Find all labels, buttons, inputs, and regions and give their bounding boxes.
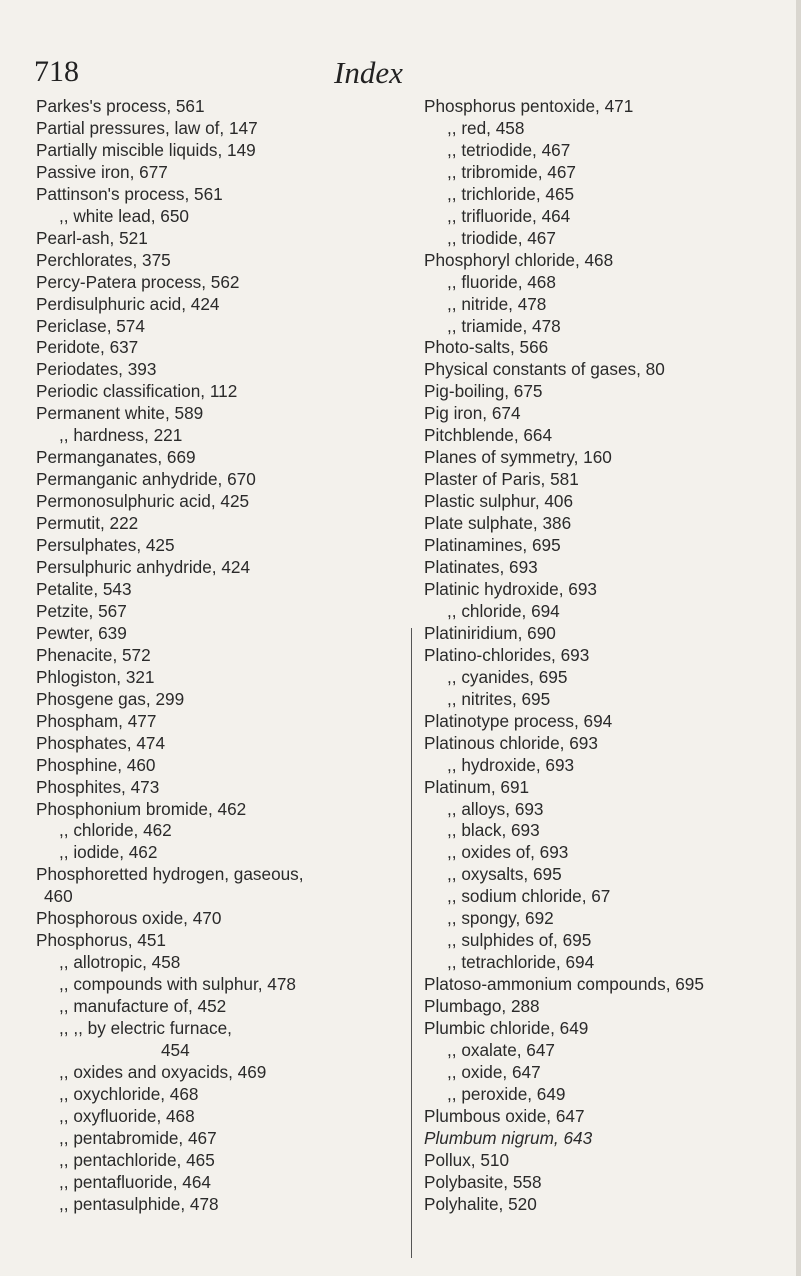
index-entry: Phosphoretted hydrogen, gaseous,: [36, 864, 304, 885]
index-entry: Platiniridium, 690: [424, 622, 556, 643]
index-entry: Phosphorus pentoxide, 471: [424, 96, 634, 116]
index-subentry: ,, hardness, 221: [59, 425, 183, 446]
index-entry: Photo-salts, 566: [424, 337, 549, 358]
page-number: 718: [34, 55, 79, 88]
index-entry: Pewter, 639: [36, 622, 127, 643]
index-entry: Partial pressures, law of, 147: [36, 117, 258, 138]
index-column-right: [424, 96, 796, 1216]
index-subentry: 454: [161, 1039, 190, 1060]
index-entry: Platinamines, 695: [424, 535, 561, 556]
index-subentry: ,, ,, by electric furnace,: [59, 1018, 232, 1039]
index-subentry: ,, pentasulphide, 478: [59, 1193, 219, 1214]
index-entry: Permanganic anhydride, 670: [36, 469, 256, 490]
index-entry: Pitchblende, 664: [424, 425, 553, 446]
index-subentry: ,, tribromide, 467: [447, 161, 576, 182]
index-entry: Pearl-ash, 521: [36, 227, 148, 248]
index-subentry: ,, black, 693: [447, 820, 540, 841]
running-head-title: Index: [334, 55, 403, 90]
index-entry: Phosphoryl chloride, 468: [424, 249, 614, 270]
index-entry: Phlogiston, 321: [36, 666, 155, 687]
index-entry: Phosphonium bromide, 462: [36, 798, 247, 819]
index-entry: Partially miscible liquids, 149: [36, 139, 256, 160]
index-subentry: ,, chloride, 462: [59, 820, 172, 841]
index-subentry: 460: [44, 886, 73, 907]
index-entry: Plate sulphate, 386: [424, 513, 572, 534]
index-subentry: ,, triodide, 467: [447, 227, 556, 248]
index-entry: Platinous chloride, 693: [424, 732, 598, 753]
index-entry: Plumbic chloride, 649: [424, 1018, 589, 1039]
index-subentry: ,, tetrachloride, 694: [447, 952, 595, 973]
index-subentry: ,, oxychloride, 468: [59, 1083, 199, 1104]
index-entry: Platinum, 691: [424, 776, 530, 797]
index-entry: Polyhalite, 520: [424, 1193, 537, 1214]
index-subentry: ,, oxysalts, 695: [447, 864, 562, 885]
index-subentry: ,, nitride, 478: [447, 293, 547, 314]
index-entry: Peridote, 637: [36, 337, 139, 358]
index-entry: Percy-Patera process, 562: [36, 271, 240, 292]
index-entry: Phosphates, 474: [36, 732, 166, 753]
index-entry: Plumbago, 288: [424, 996, 540, 1017]
index-subentry: ,, oxides of, 693: [447, 842, 569, 863]
index-entry: Platino-chlorides, 693: [424, 644, 590, 665]
index-entry: Permutit, 222: [36, 513, 139, 534]
index-subentry: ,, red, 458: [447, 117, 525, 138]
index-entry: Persulphuric anhydride, 424: [36, 557, 251, 578]
index-subentry: ,, oxalate, 647: [447, 1039, 555, 1060]
index-entry: Permanganates, 669: [36, 447, 196, 468]
index-subentry: ,, oxyfluoride, 468: [59, 1105, 195, 1126]
index-entry: Phosphites, 473: [36, 776, 160, 797]
index-subentry: ,, chloride, 694: [447, 600, 560, 621]
index-entry: Pattinson's process, 561: [36, 183, 223, 204]
index-entry: Periclase, 574: [36, 315, 145, 336]
index-entry: Phosgene gas, 299: [36, 688, 185, 709]
index-subentry: ,, peroxide, 649: [447, 1083, 566, 1104]
index-entry: Parkes's process, 561: [36, 96, 205, 116]
index-entry: Petalite, 543: [36, 578, 132, 599]
index-entry: Plumbous oxide, 647: [424, 1105, 585, 1126]
index-subentry: ,, hydroxide, 693: [447, 754, 575, 775]
index-entry: Passive iron, 677: [36, 161, 168, 182]
index-entry: Platoso-ammonium compounds, 695: [424, 974, 704, 995]
index-entry: Persulphates, 425: [36, 535, 175, 556]
index-subentry: ,, nitrites, 695: [447, 688, 551, 709]
index-entry: Phosphine, 460: [36, 754, 156, 775]
index-entry: Pig-boiling, 675: [424, 381, 543, 402]
index-subentry: ,, oxides and oxyacids, 469: [59, 1061, 267, 1082]
column-divider: [411, 628, 412, 1258]
index-entry: Permonosulphuric acid, 425: [36, 491, 250, 512]
index-subentry: ,, alloys, 693: [447, 798, 544, 819]
index-entry: Plumbum nigrum, 643: [424, 1127, 593, 1148]
index-entry: Phosphorous oxide, 470: [36, 908, 222, 929]
index-entry: Petzite, 567: [36, 600, 127, 621]
index-subentry: ,, tetriodide, 467: [447, 139, 571, 160]
index-entry: Perchlorates, 375: [36, 249, 171, 270]
index-subentry: ,, fluoride, 468: [447, 271, 556, 292]
index-subentry: ,, spongy, 692: [447, 908, 554, 929]
index-subentry: ,, trifluoride, 464: [447, 205, 571, 226]
index-entry: Phosphorus, 451: [36, 930, 166, 951]
index-subentry: ,, triamide, 478: [447, 315, 561, 336]
index-entry: Platinotype process, 694: [424, 710, 613, 731]
index-subentry: ,, white lead, 650: [59, 205, 189, 226]
index-subentry: ,, cyanides, 695: [447, 666, 568, 687]
index-entry: Plaster of Paris, 581: [424, 469, 579, 490]
index-entry: Pollux, 510: [424, 1149, 510, 1170]
index-subentry: ,, manufacture of, 452: [59, 996, 227, 1017]
index-entry: Permanent white, 589: [36, 403, 204, 424]
index-subentry: ,, compounds with sulphur, 478: [59, 974, 296, 995]
index-column-left: [36, 96, 396, 1216]
index-entry: Periodic classification, 112: [36, 381, 238, 402]
index-entry: Polybasite, 558: [424, 1171, 542, 1192]
index-entry: Phospham, 477: [36, 710, 157, 731]
index-entry: Physical constants of gases, 80: [424, 359, 665, 380]
index-entry: Platinates, 693: [424, 557, 538, 578]
page-edge: [796, 0, 801, 1276]
index-subentry: ,, pentachloride, 465: [59, 1149, 215, 1170]
index-entry: Plastic sulphur, 406: [424, 491, 574, 512]
index-subentry: ,, pentabromide, 467: [59, 1127, 217, 1148]
index-entry: Pig iron, 674: [424, 403, 521, 424]
index-entry: Periodates, 393: [36, 359, 157, 380]
index-subentry: ,, pentafluoride, 464: [59, 1171, 211, 1192]
index-entry: Planes of symmetry, 160: [424, 447, 612, 468]
index-entry: Perdisulphuric acid, 424: [36, 293, 220, 314]
index-subentry: ,, trichloride, 465: [447, 183, 575, 204]
index-subentry: ,, sodium chloride, 67: [447, 886, 611, 907]
index-subentry: ,, iodide, 462: [59, 842, 158, 863]
index-subentry: ,, oxide, 647: [447, 1061, 541, 1082]
index-subentry: ,, sulphides of, 695: [447, 930, 592, 951]
index-entry: Platinic hydroxide, 693: [424, 578, 597, 599]
index-subentry: ,, allotropic, 458: [59, 952, 181, 973]
index-entry: Phenacite, 572: [36, 644, 151, 665]
